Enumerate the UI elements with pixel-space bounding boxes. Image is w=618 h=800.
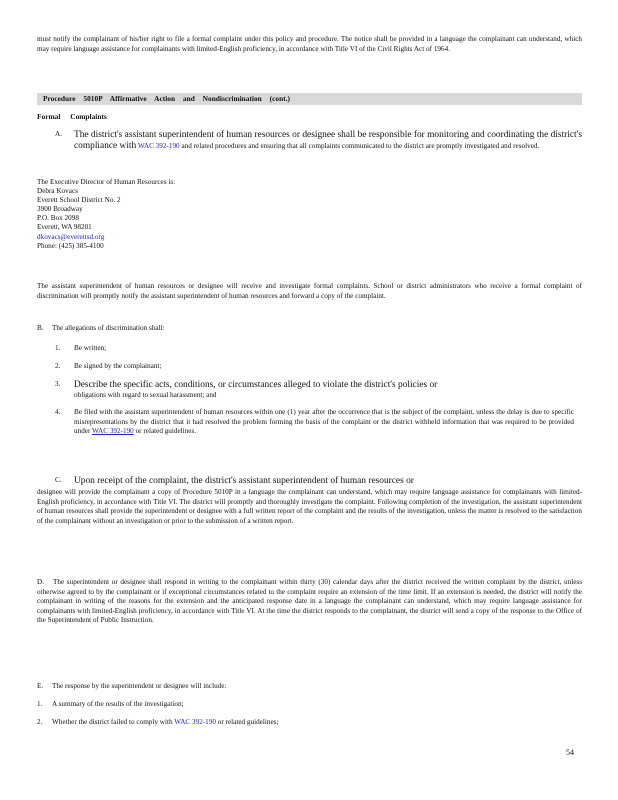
contact-org: Everett School District No. 2 [37, 196, 121, 205]
b-item-4-paragraph [74, 408, 574, 437]
b-item-3-text: obligations with regard to sexual harassment; and [74, 390, 217, 399]
item-a-lead: The district's assistant superintendent of human resources or designee shall be responsible for monitoring and coordinating the district's compliance with [74, 130, 582, 151]
b-item-3-paragraph [74, 380, 574, 400]
procedure-banner: Procedure 5010P Affirmative Action and Nondiscrimination (cont.) [37, 93, 582, 105]
b-item-1-text: Be written; [74, 344, 107, 352]
contact-title: The Executive Director of Human Resources is: [37, 178, 176, 186]
wac-reference: WAC 392-190 [137, 141, 180, 150]
item-c-paragraph: designee will provide the complainant a copy of Procedure 5010P in a language the complainant can understand, which may require language assistance for complainants with limited-English proficiency, in accordance with Title VI. The district will promptly and thoroughly investigate the complaint. Following completion of the investigation, the assistant superintendent of human resources shall provide the superintendent or designee with a full written report of the complaint and the results of the investigation, unless the matter is resolved to the satisfaction of the complainant without an investigation or prior to the submission of a written report. [37, 488, 582, 525]
e-item-1-text: A summary of the results of the investigation; [52, 700, 184, 708]
item-e-text: The response by the superintendent or designee will include: [52, 682, 227, 690]
contact-po: P.O. Box 2098 [37, 214, 79, 223]
b-item-1-num: 1. [55, 344, 61, 352]
item-b-text: The allegations of discrimination shall: [52, 324, 165, 332]
b-item-3-lead: Describe the specific acts, conditions, or circumstances alleged to violate the district's policies or [74, 380, 438, 390]
intro-paragraph: must notify the complainant of his/her right to file a formal complaint under this policy and procedure. The notice shall be provided in a language the complainant can understand, which may require language assistance for complainants with limited-English proficiency, in accordance with Title VI of the Civil Rights Act of 1964. [37, 35, 582, 53]
item-e-letter: E. [37, 682, 44, 690]
contact-street: 3900 Broadway [37, 205, 83, 214]
item-c-lead [74, 476, 582, 487]
b-item-4-num: 4. [55, 408, 61, 416]
item-d-paragraph: The superintendent or designee shall respond in writing to the complainant within thirty (30) calendar days after the district received the written complaint by the district, unless otherwise agreed to by the complainant or if exceptional circumstances related to the complaint require an extension of the time limit. If an extension is needed, the district will notify the complainant in writing of the reasons for the extension and the anticipated response date in a language the complainant can understand, which may require language assistance for complainants with limited-English proficiency, in accordance with Title VI. At the time the district responds to the complainant, the district will send a copy of the response to the Office of the Superintendent of Public Instruction. [37, 578, 582, 625]
e-item-2-paragraph [52, 718, 552, 728]
b-item-3-num: 3. [55, 380, 61, 388]
contact-name: Debra Kovacs [37, 187, 78, 196]
item-b-letter: B. [37, 324, 44, 332]
contact-email-link[interactable]: dkovacs@everettsd.org [37, 232, 105, 241]
receive-paragraph: The assistant superintendent of human resources or designee will receive and investigate formal complaints. School or district administrators who receive a formal complaint of discrimination will promptly notify the assistant superintendent of human resources and forward a copy of the complaint. [37, 282, 582, 300]
section-heading: Formal Complaints [37, 112, 107, 121]
contact-city: Everett, WA 98201 [37, 223, 92, 232]
b-item-4-text: Be filed with the assistant superintendent of human resources within one (1) year after the occurrence that is the subject of the complaint, unless the delay is due to specific misrepresentations by the district that it had resolved the problem forming the basis of the complaint or the district withheld information that was required to be provided under [74, 408, 574, 436]
contact-block [37, 178, 337, 251]
page-number: 54 [566, 748, 574, 757]
item-c-letter: C. [55, 476, 62, 484]
wac-reference-2: WAC 392-190 [174, 718, 216, 726]
item-c-lead-text: Upon receipt of the complaint, the district's assistant superintendent of human resources or [74, 476, 414, 486]
e-item-2-text: Whether the district failed to comply with [52, 718, 173, 726]
item-a-letter: A. [55, 130, 62, 138]
contact-phone: Phone: (425) 385-4100 [37, 241, 104, 250]
b-item-2-num: 2. [55, 362, 61, 370]
wac-link[interactable]: WAC 392-190 [92, 427, 134, 436]
item-a-rest: and related procedures and ensuring that all complaints communicated to the district are promptly investigated and resolved. [181, 141, 540, 150]
e-item-2-num: 2. [37, 718, 43, 726]
e-item-1-num: 1. [37, 700, 43, 708]
b-item-2-text: Be signed by the complainant; [74, 362, 162, 370]
b-item-4-tail: or related guidelines. [135, 427, 197, 436]
e-item-2-tail: or related guidelines; [217, 718, 279, 726]
item-a-paragraph [74, 130, 582, 151]
item-d-letter: D. [37, 578, 44, 586]
